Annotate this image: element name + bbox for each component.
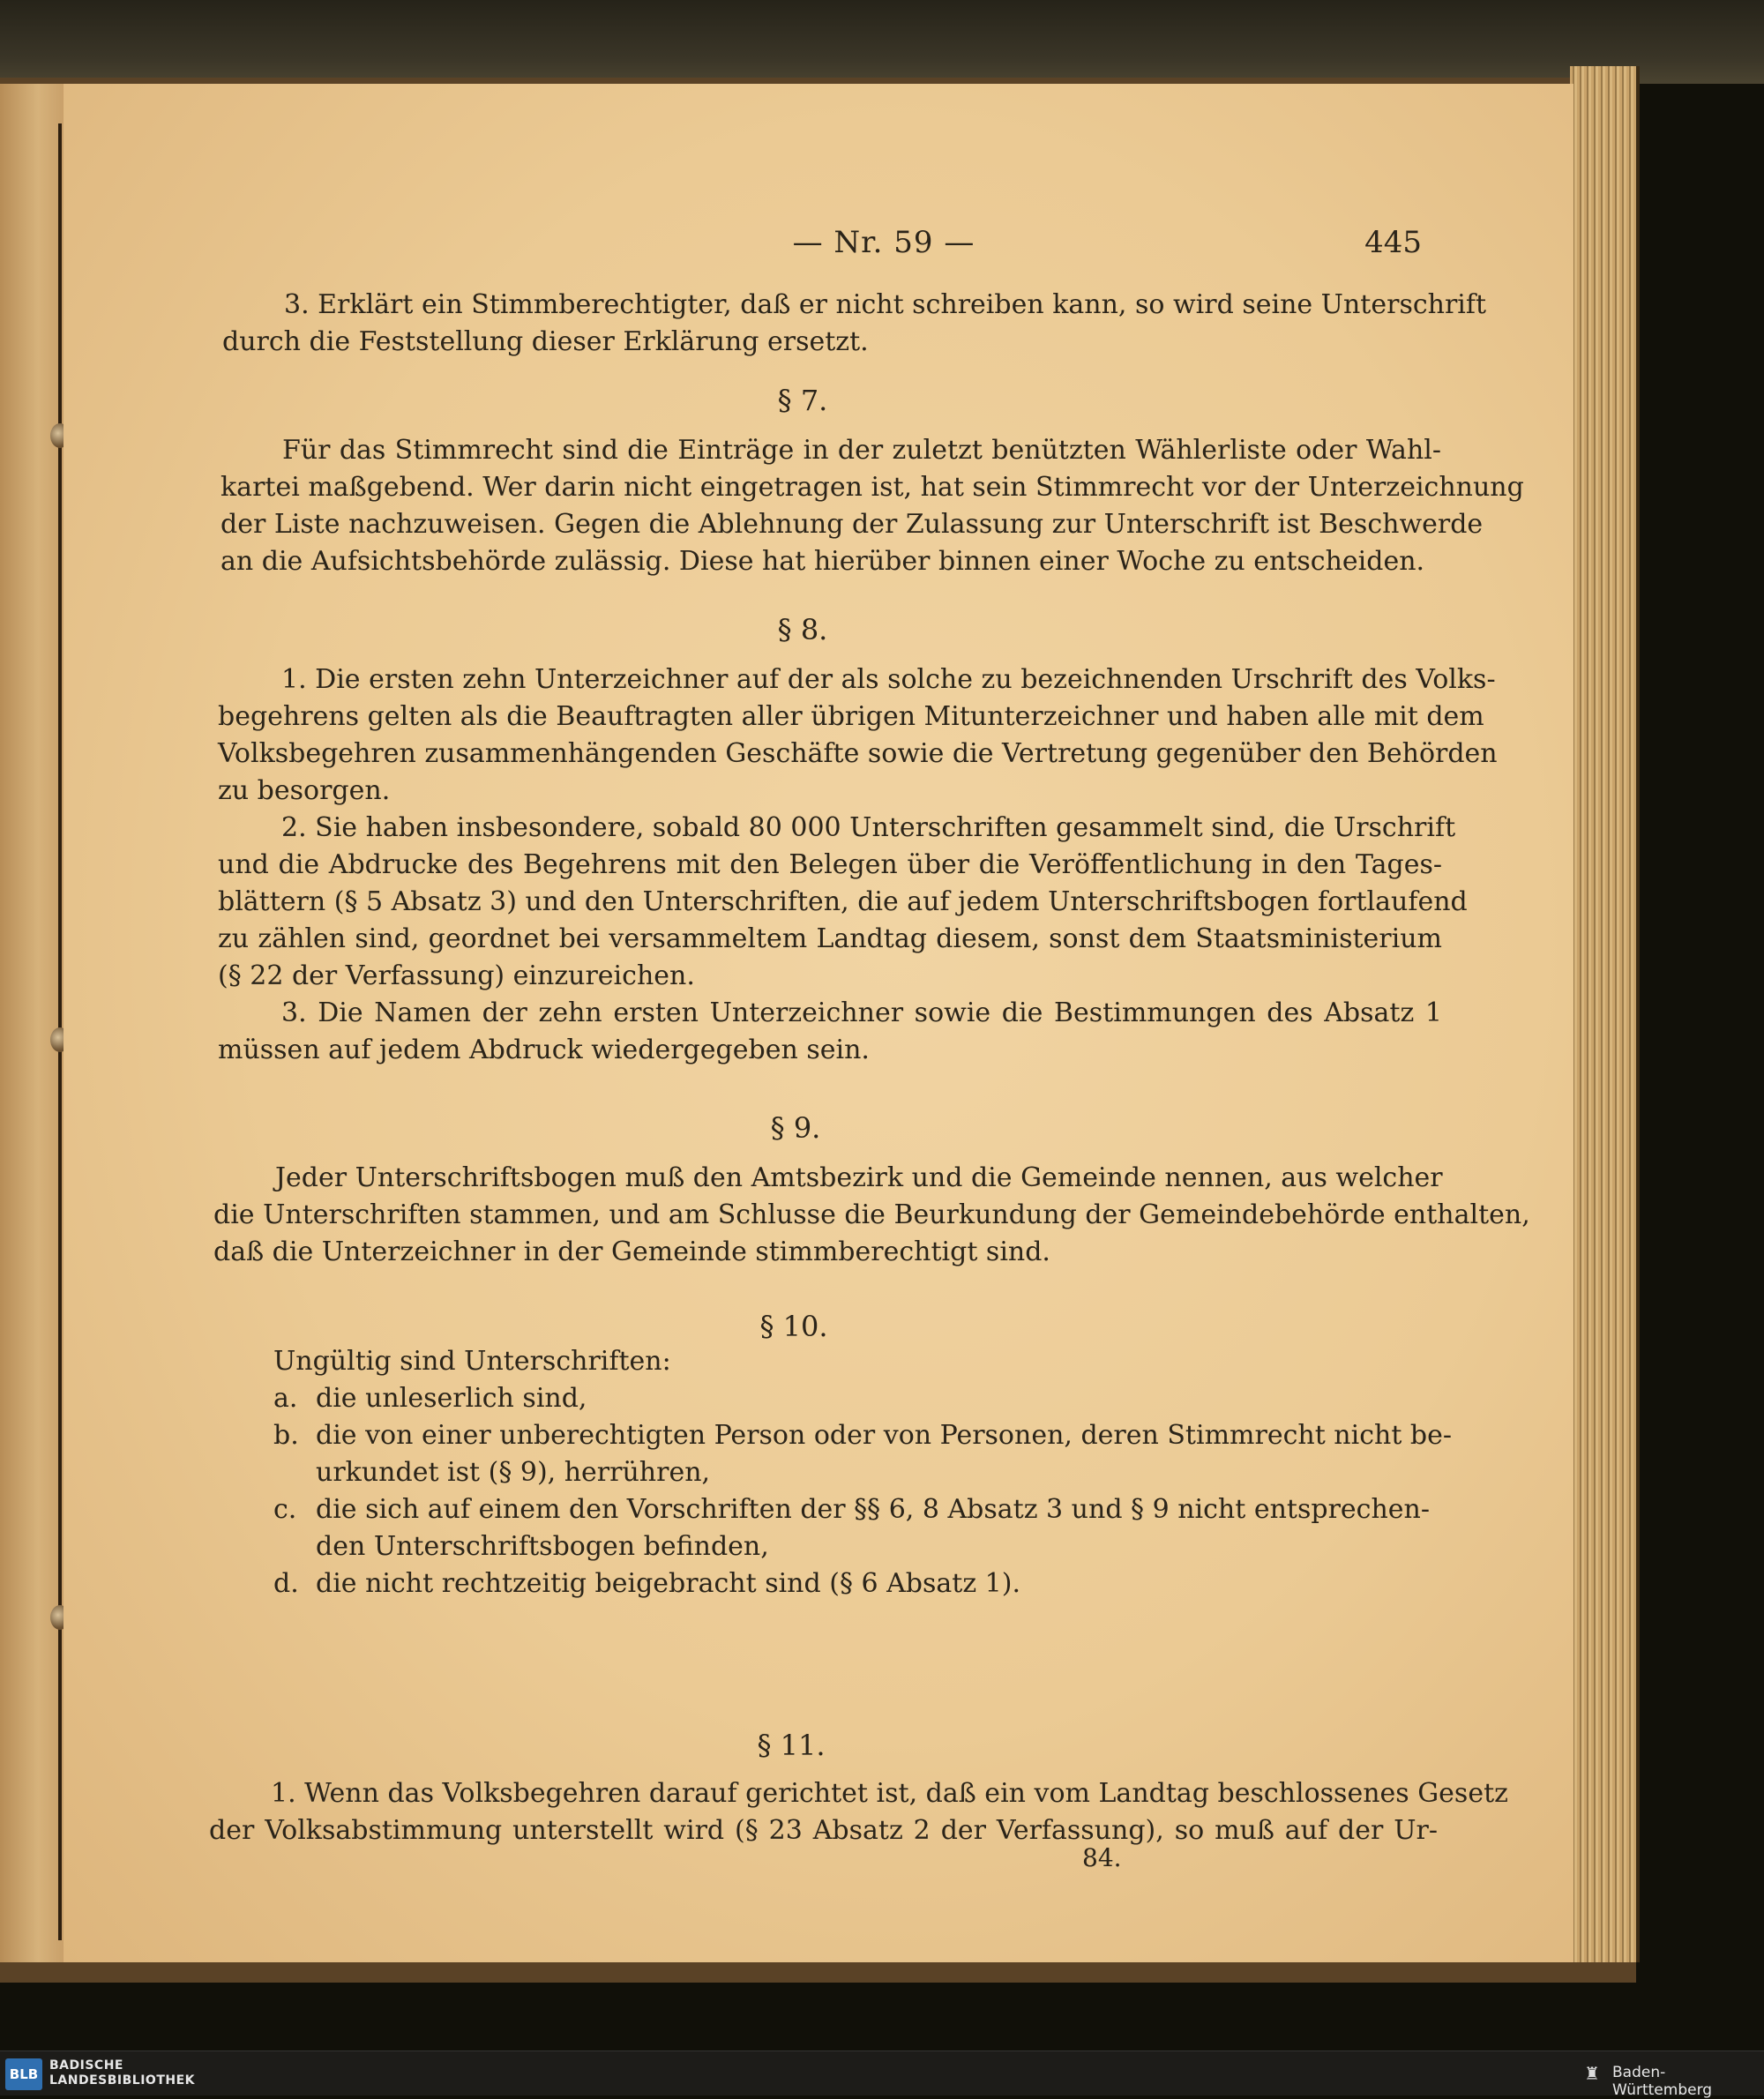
- text-line: 2. Sie haben insbesondere, sobald 80 000 Unterschriften gesammelt sind, die Urschrift: [281, 812, 1456, 843]
- blb-logo[interactable]: BLB: [5, 2058, 42, 2090]
- list-item: [273, 1417, 1453, 1454]
- page-number: 445: [1364, 225, 1422, 260]
- text-line: (§ 22 der Verfassung) einzureichen.: [218, 960, 695, 991]
- library-name-line: BADISCHE: [49, 2058, 123, 2073]
- list-text: die sich auf einem den Vorschriften der §§ 6, 8 Absatz 3 und § 9 nicht entsprechen-: [316, 1494, 1431, 1525]
- text-line: müssen auf jedem Abdruck wiedergegeben sein.: [218, 1035, 870, 1065]
- text-line: zu besorgen.: [218, 775, 391, 806]
- section-9-heading: § 9.: [770, 1111, 821, 1145]
- viewer-footer: [0, 2050, 1764, 2099]
- text-line: Volksbegehren zusammenhängenden Geschäfte sowie die Vertretung gegenüber den Behörden: [218, 738, 1498, 769]
- text-line: der Liste nachzuweisen. Gegen die Ablehnung der Zulassung zur Unterschrift ist Beschwerde: [220, 509, 1484, 540]
- list-intro: Ungültig sind Unterschriften:: [273, 1346, 671, 1377]
- section-11-text: [209, 1775, 1508, 1849]
- text-line: zu zählen sind, geordnet bei versammeltem Landtag diesem, sonst dem Staatsministerium: [218, 923, 1442, 954]
- list-item: [273, 1380, 1439, 1417]
- text-line: Für das Stimmrecht sind die Einträge in der zuletzt benützten Wählerliste oder Wahl-: [282, 435, 1441, 466]
- text-line: und die Abdrucke des Begehrens mit den Belegen über die Veröffentlichung in den Tages-: [218, 849, 1442, 880]
- list-text: die von einer unberechtigten Person oder von Personen, deren Stimmrecht nicht be-: [316, 1420, 1453, 1451]
- state-name[interactable]: Baden-Württemberg: [1612, 2064, 1713, 2099]
- page-gutter: [0, 84, 64, 1962]
- list-marker: d.: [273, 1568, 299, 1599]
- list-item: [273, 1491, 1439, 1528]
- text-line: durch die Feststellung dieser Erklärung ersetzt.: [222, 326, 869, 357]
- list-item: [273, 1565, 1439, 1602]
- signature-mark: 84.: [1082, 1843, 1122, 1872]
- section-8-text: [218, 661, 1498, 1069]
- text-line: kartei maßgebend. Wer darin nicht eingetragen ist, hat sein Stimmrecht vor der Unterzeichnung: [220, 472, 1524, 503]
- text-line: 3. Die Namen der zehn ersten Unterzeichner sowie die Bestimmungen des Absatz 1: [281, 997, 1442, 1028]
- list-text: die unleserlich sind,: [316, 1383, 587, 1414]
- text-line: 1. Die ersten zehn Unterzeichner auf der als solche zu bezeichnenden Urschrift des Volks-: [281, 664, 1496, 695]
- section-10-list: [273, 1343, 1453, 1602]
- section-7-heading: § 7.: [777, 384, 828, 417]
- text-line: blättern (§ 5 Absatz 3) und den Unterschriften, die auf jedem Unterschriftsbogen fortlaufend: [218, 886, 1468, 917]
- text-line: 1. Wenn das Volksbegehren darauf gerichtet ist, daß ein vom Landtag beschlossenes Gesetz: [271, 1778, 1508, 1809]
- list-text-continued: den Unterschriftsbogen befinden,: [316, 1531, 769, 1562]
- scan-background: [0, 0, 1764, 84]
- text-line: begehrens gelten als die Beauftragten aller übrigen Mitunterzeichner und haben alle mit dem: [218, 701, 1484, 732]
- section-9-text: [213, 1160, 1530, 1271]
- library-name: [49, 2058, 195, 2088]
- section-10-heading: § 10.: [759, 1310, 828, 1343]
- library-name-line: LANDESBIBLIOTHEK: [49, 2073, 196, 2088]
- text-line: der Volksabstimmung unterstellt wird (§ 23 Absatz 2 der Verfassung), so muß auf der Ur-: [209, 1815, 1438, 1846]
- text-line: die Unterschriften stammen, und am Schlusse die Beurkundung der Gemeindebehörde enthalten,: [213, 1199, 1530, 1230]
- list-text-continued: urkundet ist (§ 9), herrühren,: [316, 1457, 711, 1488]
- list-marker: a.: [273, 1383, 298, 1414]
- text-line: daß die Unterzeichner in der Gemeinde stimmberechtigt sind.: [213, 1236, 1050, 1267]
- section-7-text: [220, 432, 1524, 580]
- section-6-tail: [222, 287, 1487, 361]
- list-marker: c.: [273, 1494, 297, 1525]
- text-line: 3. Erklärt ein Stimmberechtigter, daß er nicht schreiben kann, so wird seine Unterschrift: [284, 289, 1487, 320]
- list-marker: b.: [273, 1420, 299, 1451]
- section-8-heading: § 8.: [777, 613, 828, 646]
- list-text: die nicht rechtzeitig beigebracht sind (§ 6 Absatz 1).: [316, 1568, 1020, 1599]
- text-line: Jeder Unterschriftsbogen muß den Amtsbezirk und die Gemeinde nennen, aus welcher: [275, 1162, 1443, 1193]
- issue-header: — Nr. 59 —: [792, 225, 975, 260]
- section-11-heading: § 11.: [757, 1729, 826, 1762]
- page-stack-edge: [1570, 66, 1640, 1962]
- text-line: an die Aufsichtsbehörde zulässig. Diese hat hierüber binnen einer Woche zu entscheiden.: [220, 546, 1425, 577]
- document-page: [64, 84, 1573, 1962]
- coat-of-arms-icon: ♜: [1584, 2063, 1600, 2084]
